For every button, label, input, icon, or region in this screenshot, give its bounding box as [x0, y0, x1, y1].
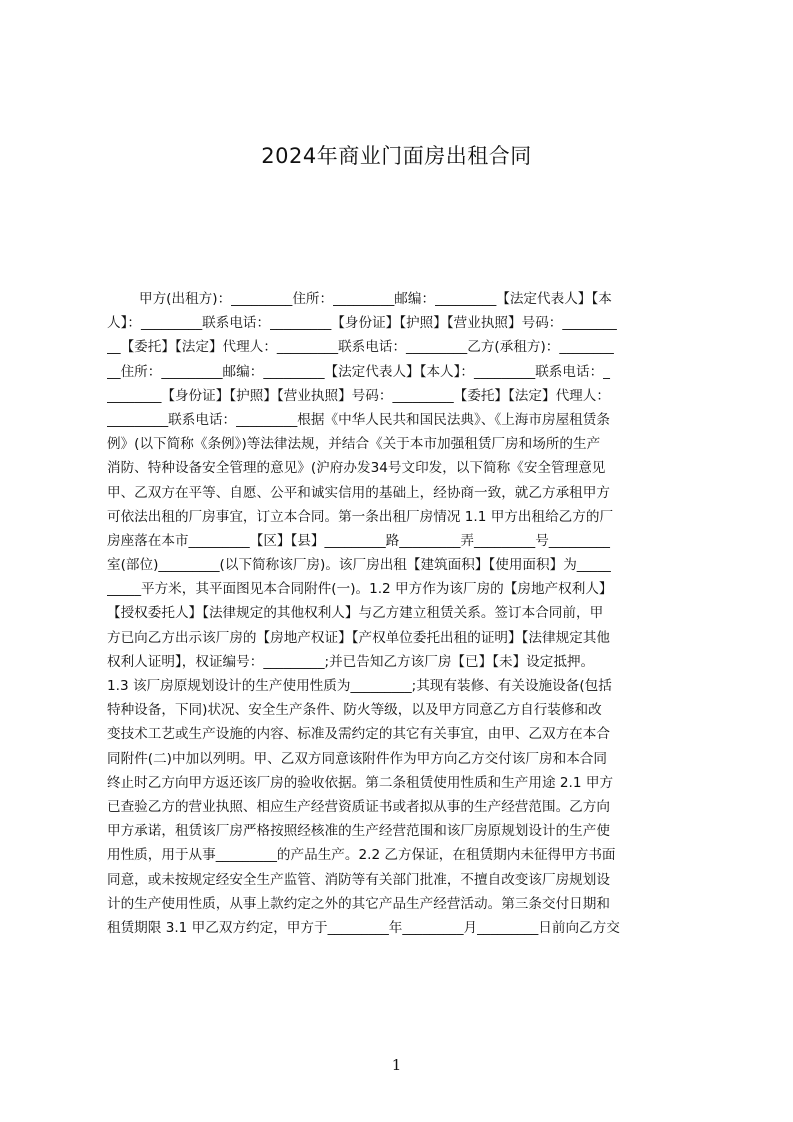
body-line: 【授权委托人】【法律规定的其他权利人】与乙方建立租赁关系。签订本合同前，甲	[107, 605, 604, 622]
body-line: 消防、特种设备安全管理的意见》(沪府办发34号文印发，以下简称《安全管理意见	[107, 460, 606, 477]
body-line: 可依法出租的厂房事宜，订立本合同。第一条出租厂房情况 1.1 甲方出租给乙方的厂	[107, 508, 614, 525]
body-line: ________【身份证】【护照】【营业执照】号码：_________【委托】【法定】代理人：	[107, 387, 610, 404]
body-line: 例》(以下简称《条例》)等法律法规，并结合《关于本市加强租赁厂房和场所的生产	[107, 436, 601, 453]
body-line: __住所：_________邮编：_________【法定代表人】【本人】：_________联系电话：_	[107, 363, 610, 380]
body-line: 特种设备，下同)状况、安全生产条件、防火等级，以及甲方同意乙方自行装修和改	[107, 702, 602, 719]
body-line: 甲方承诺，租赁该厂房严格按照经核准的生产经营范围和该厂房原规划设计的生产使	[107, 823, 610, 840]
body-line: 变技术工艺或生产设施的内容、标准及需约定的其它有关事宜，由甲、乙双方在本合	[107, 726, 610, 743]
body-line: 用性质，用于从事_________的产品生产。2.2 乙方保证，在租赁期内未征得甲方书面	[107, 847, 616, 864]
body-line: __【委托】【法定】代理人：_________联系电话：_________乙方(承租方)：________	[107, 339, 614, 356]
body-line: _________联系电话：_________根据《中华人民共和国民法典》、《上海市房屋租赁条	[107, 411, 610, 428]
contract-body	[107, 287, 699, 940]
body-line: 房座落在本市_________【区】【县】_________路_________弄_________号_________	[107, 532, 610, 549]
body-line: 同附件(二)中加以列明。甲、乙双方同意该附件作为甲方向乙方交付该厂房和本合同	[107, 750, 607, 767]
body-line: 室(部位)_________(以下简称该厂房)。该厂房出租【建筑面积】【使用面积】为_____	[107, 557, 611, 574]
body-line: 方已向乙方出示该厂房的【房地产权证】【产权单位委托出租的证明】【法律规定其他	[107, 629, 610, 646]
body-line: 计的生产使用性质，从事上款约定之外的其它产品生产经营活动。第三条交付日期和	[107, 895, 610, 912]
body-line: 权利人证明】，权证编号：_________;并已告知乙方该厂房【已】【未】设定抵押。	[107, 653, 595, 670]
body-line: 同意，或未按规定经安全生产监管、消防等有关部门批准，不擅自改变该厂房规划设	[107, 871, 610, 888]
body-line: 1.3 该厂房原规划设计的生产使用性质为_________;其现有装修、有关设施设备(包括	[107, 678, 612, 694]
body-line: 甲、乙双方在平等、自愿、公平和诚实信用的基础上，经协商一致，就乙方承租甲方	[107, 484, 610, 501]
body-line: 人】：_________联系电话：_________【身份证】【护照】【营业执照】号码：________	[107, 315, 617, 332]
body-line: 甲方(出租方)：_________住所：_________邮编：_________【法定代表人】【本	[139, 291, 612, 307]
page-number: 1	[391, 1056, 402, 1074]
body-line: 终止时乙方向甲方返还该厂房的验收依据。第二条租赁使用性质和生产用途 2.1 甲方	[107, 774, 614, 791]
body-line: 已查验乙方的营业执照、相应生产经营资质证书或者拟从事的生产经营范围。乙方向	[107, 798, 610, 815]
body-line: _____平方米，其平面图见本合同附件(一)。1.2 甲方作为该厂房的【房地产权利人】	[107, 581, 613, 598]
document-title: 2024年商业门面房出租合同	[261, 144, 532, 168]
body-line: 租赁期限 3.1 甲乙双方约定，甲方于_________年_________月_________日前向乙方交	[107, 919, 620, 936]
